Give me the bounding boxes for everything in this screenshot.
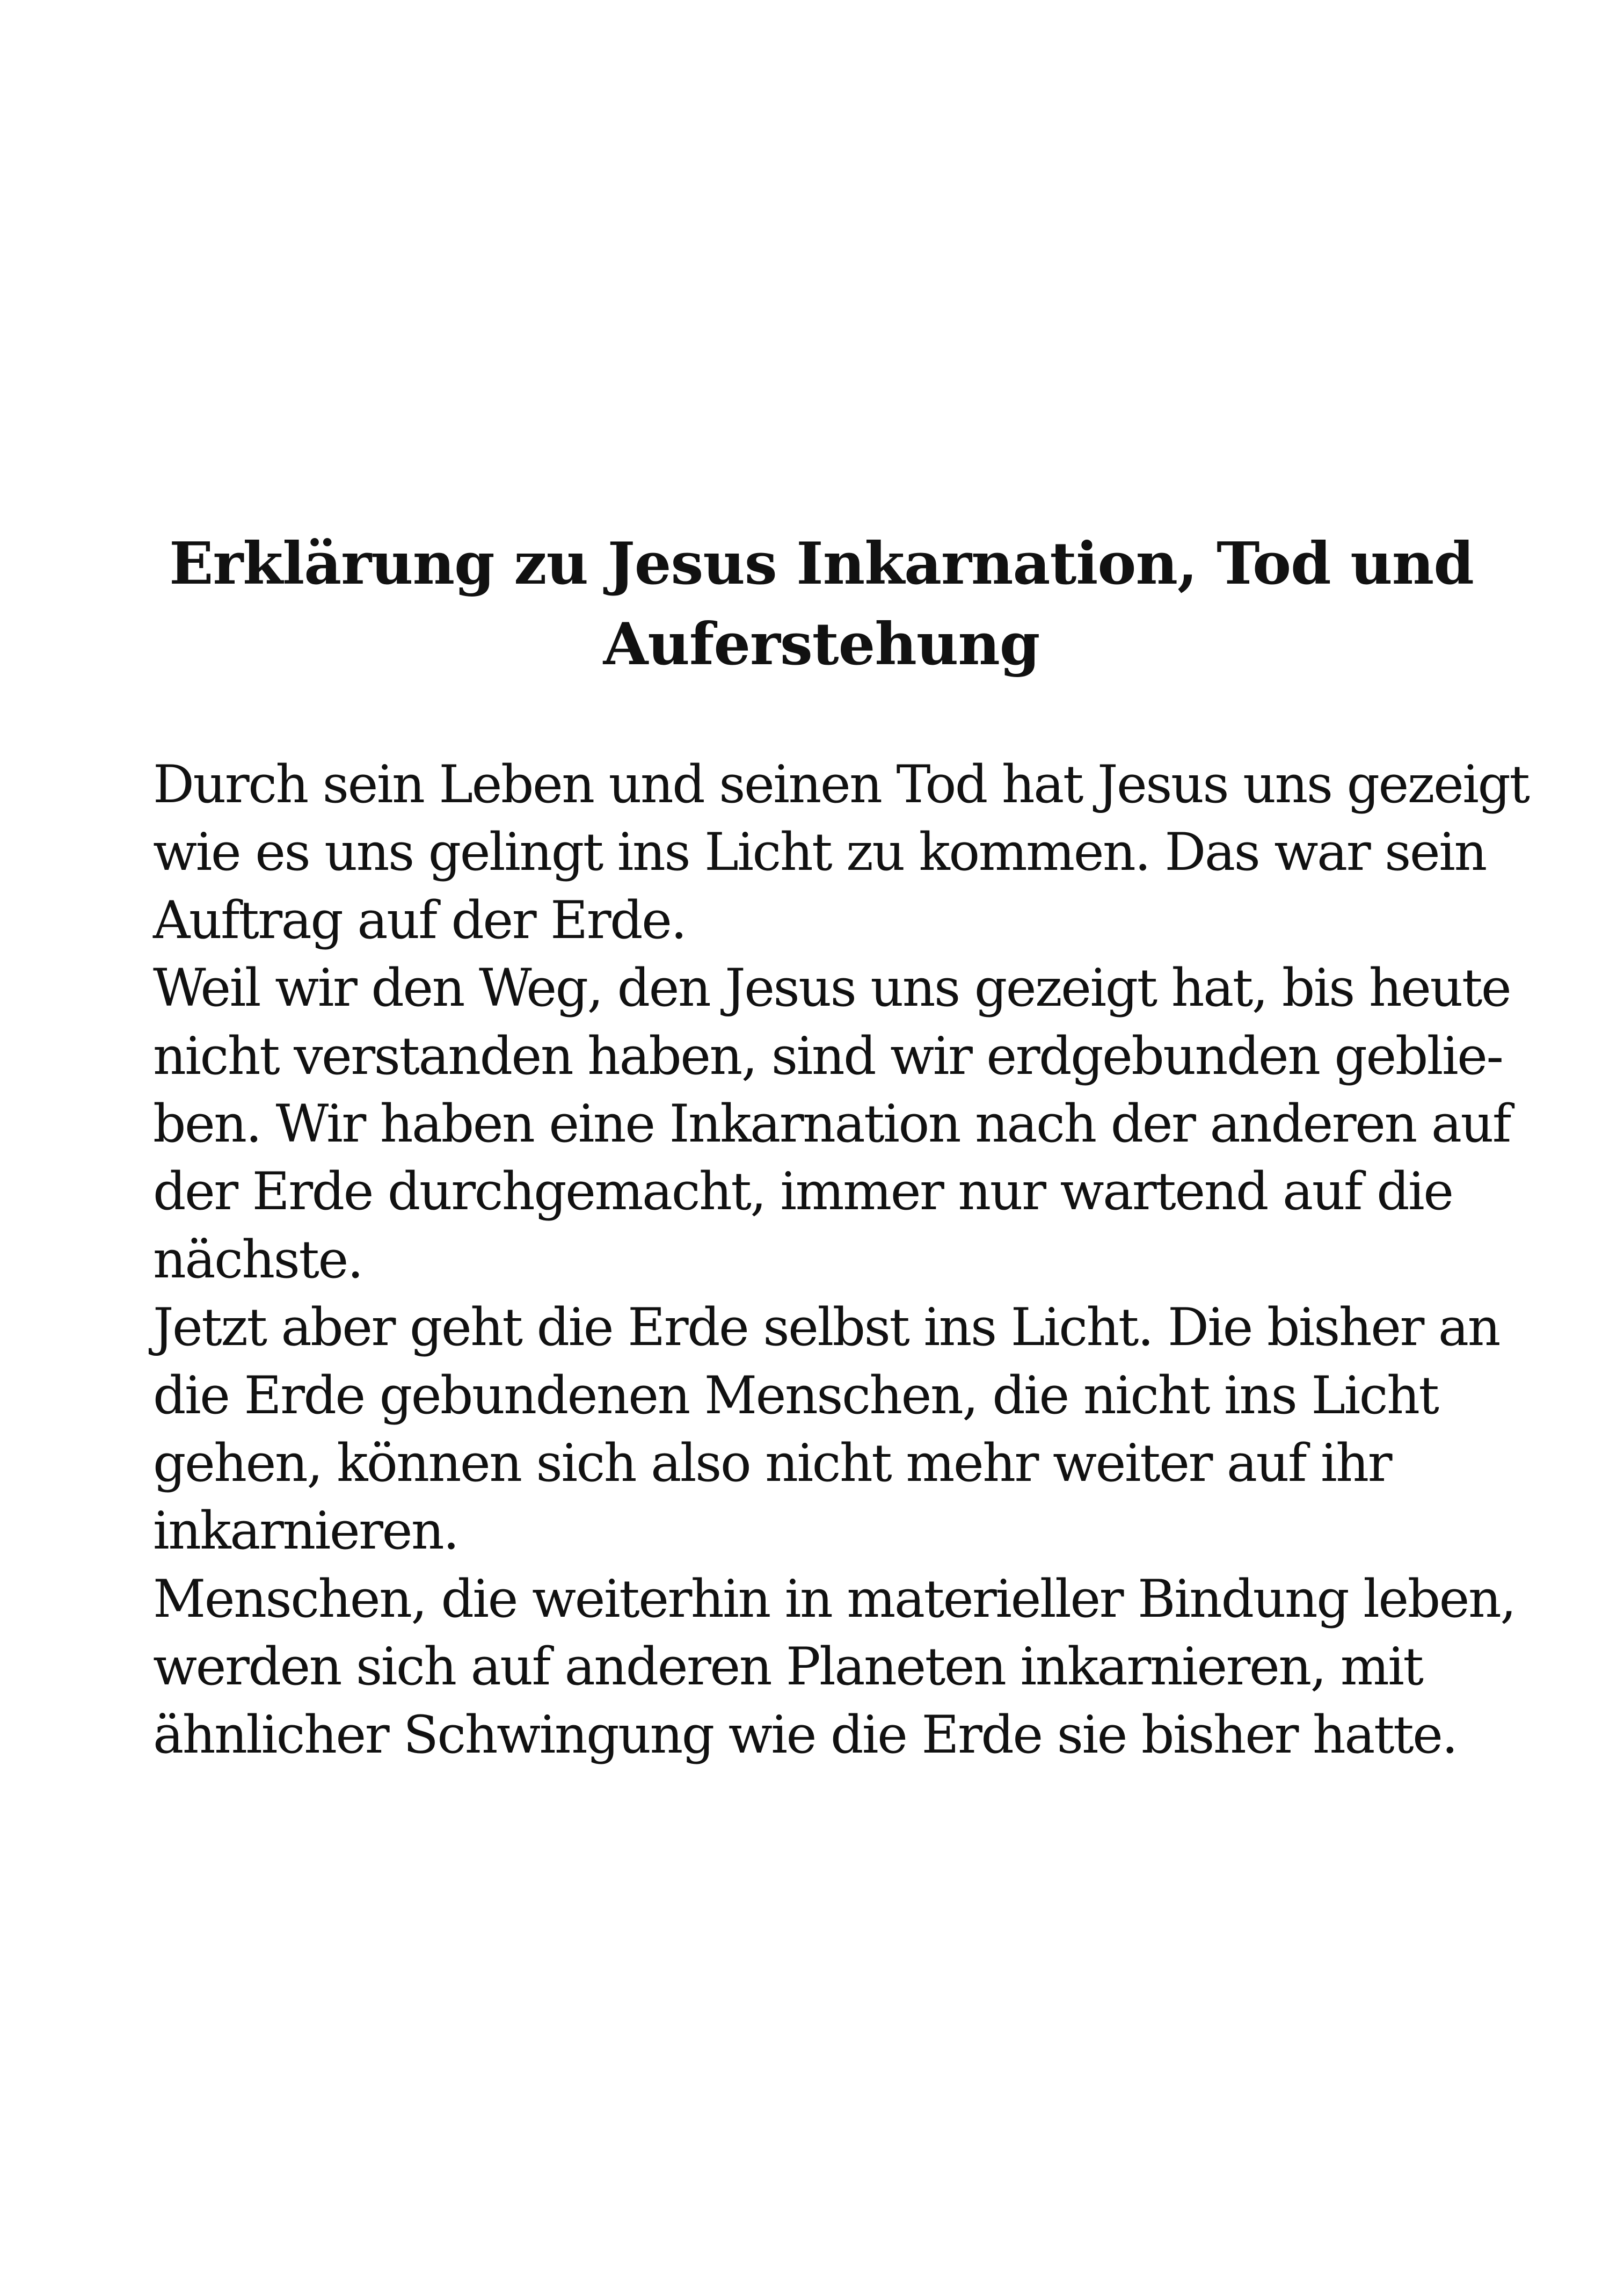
body-line: inkarnieren. xyxy=(153,1501,458,1561)
body-line: ben. Wir haben eine Inkarnation nach der anderen auf xyxy=(153,1094,1510,1154)
body-line: ähnlicher Schwingung wie die Erde sie bisher hatte. xyxy=(153,1704,1457,1765)
body-line: nächste. xyxy=(153,1229,362,1290)
page-title xyxy=(150,524,1492,685)
body-line: werden sich auf anderen Planeten inkarnieren, mit xyxy=(153,1637,1423,1697)
body-line: Jetzt aber geht die Erde selbst ins Licht. Die bisher an xyxy=(153,1297,1499,1358)
body-line: nicht verstanden haben, sind wir erdgebunden geblie- xyxy=(153,1026,1503,1086)
body-text xyxy=(153,751,1527,1769)
title-line: Erklärung zu Jesus Inkarnation, Tod und xyxy=(169,530,1474,598)
body-line: die Erde gebundenen Menschen, die nicht ins Licht xyxy=(153,1365,1438,1426)
body-line: Durch sein Leben und seinen Tod hat Jesus uns gezeigt xyxy=(153,754,1529,815)
body-line: Menschen, die weiterhin in materieller Bindung leben, xyxy=(153,1568,1516,1629)
body-line: wie es uns gelingt ins Licht zu kommen. Das war sein xyxy=(153,822,1486,883)
body-line: Auftrag auf der Erde. xyxy=(153,890,686,950)
body-line: gehen, können sich also nicht mehr weiter auf ihr xyxy=(153,1433,1391,1494)
title-line: Auferstehung xyxy=(603,611,1040,678)
body-line: Weil wir den Weg, den Jesus uns gezeigt hat, bis heute xyxy=(153,958,1511,1019)
body-line: der Erde durchgemacht, immer nur wartend auf die xyxy=(153,1161,1453,1222)
